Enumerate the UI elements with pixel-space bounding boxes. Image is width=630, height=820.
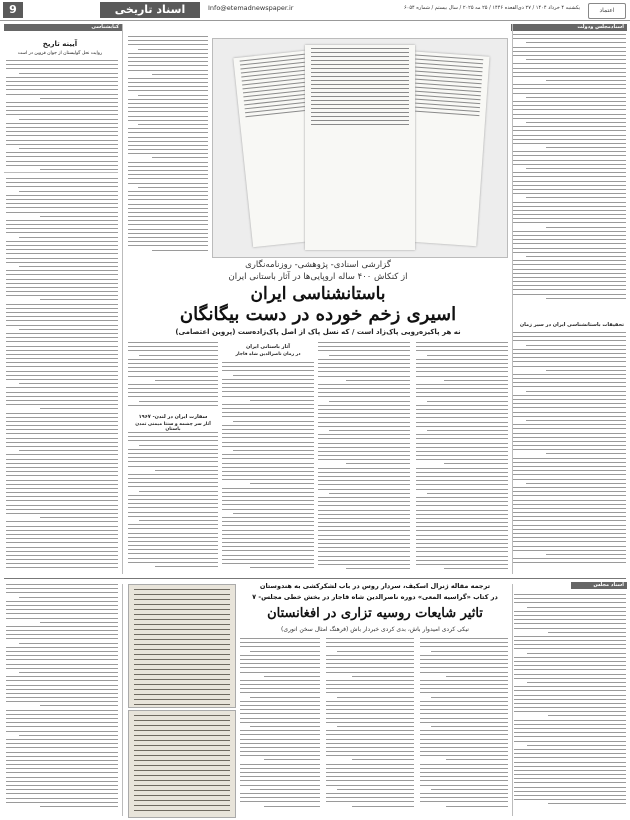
bottom-right-text xyxy=(514,594,626,816)
manuscript-image-2 xyxy=(128,710,236,818)
subhead-antiquities-2: در زمان ناصرالدین شاه قاجار xyxy=(235,352,301,357)
article-title-2: اسیری زخم خورده در دست بیگانگان xyxy=(179,304,457,325)
left-column-label: کتابشناسی xyxy=(4,24,122,31)
article-kicker-2: از کنکاش ۴۰۰ ساله اروپایی‌ها در آثار باستانی ایران xyxy=(228,272,408,282)
left-column-subtitle: روایت نحل گولیستان از جوان قزوین در است xyxy=(17,51,103,56)
page-number: 9 xyxy=(3,2,23,18)
bottom-left-text xyxy=(6,584,118,816)
main-body-col-4 xyxy=(128,342,218,412)
subhead-research: تحقیقات باستانشناسی ایران در سیر زمان xyxy=(519,322,624,328)
article-title-1: باستانشناسی ایران xyxy=(250,284,386,304)
article-kicker-1: گزارشی اسنادی- پژوهشی- روزنامه‌نگاری xyxy=(245,260,391,270)
bottom-title-main: تاثیر شایعات روسیه تزاری در افغانستان xyxy=(267,606,483,621)
subhead-embassy: سفارت ایران در لندن- ۱۹۶۷ xyxy=(138,414,208,420)
manuscript-image-1 xyxy=(128,584,236,708)
bottom-epigraph: نیکی کردی امیدوار باش، بدی کردی خبردار باش (فرهنگ امثال سخن انوری) xyxy=(281,626,469,633)
right-column-text-1 xyxy=(512,34,626,314)
dateline: یکشنبه ۴ خرداد ۱۴۰۴ / ۲۷ ذی‌القعده ۱۴۴۶ / ۲۵ مه ۲۰۲۵ / سال بیستم / شماره ۶۰۵۴ xyxy=(403,5,580,11)
bottom-col-1 xyxy=(420,638,508,816)
subhead-embassy-2: آثار سر چشمه و سنتا میمنی تمدن باستان xyxy=(135,422,211,432)
historical-document-image xyxy=(212,38,508,258)
right-column-label: اسنادمجلس ودولت xyxy=(511,24,627,31)
main-body-col-3 xyxy=(222,362,314,574)
newspaper-logo: اعتماد xyxy=(588,3,626,19)
main-top-text-column xyxy=(128,36,208,258)
bottom-section-label: اسناد مجلس xyxy=(571,582,627,589)
main-body-col-2 xyxy=(318,342,410,574)
section-title: اسناد تاریخی xyxy=(100,2,200,18)
bottom-col-3 xyxy=(240,638,320,816)
subhead-antiquities: آثار باستانی ایران xyxy=(245,344,291,350)
article-epigraph: نه هر پاکیزه‌رویی پاک‌زاد است / که نسل پاک از اصل پاک‌زاده‌ست (پروین اعتصامی) xyxy=(175,328,461,336)
main-body-col-1 xyxy=(416,342,508,574)
left-column-text-1 xyxy=(6,60,118,170)
bottom-col-2 xyxy=(326,638,414,816)
left-column-title: آیینه تاریخ xyxy=(42,40,78,48)
main-body-col-5 xyxy=(128,432,218,574)
bottom-title-line-1: ترجمه مقاله ژنرال اسکیف، سردار روس در باب لشکرکشی به هندوستان xyxy=(259,582,491,590)
email-address[interactable]: Info@etemadnewspaper.ir xyxy=(208,4,294,12)
page-header xyxy=(0,0,630,21)
left-column-text-2 xyxy=(6,178,118,578)
bottom-title-line-2: در کتاب «گراسیه المعی» دوره ناصرالدین شاه قاجار در بخش خطی مجلس- ۷ xyxy=(252,593,498,601)
right-column-text-2 xyxy=(512,332,626,582)
